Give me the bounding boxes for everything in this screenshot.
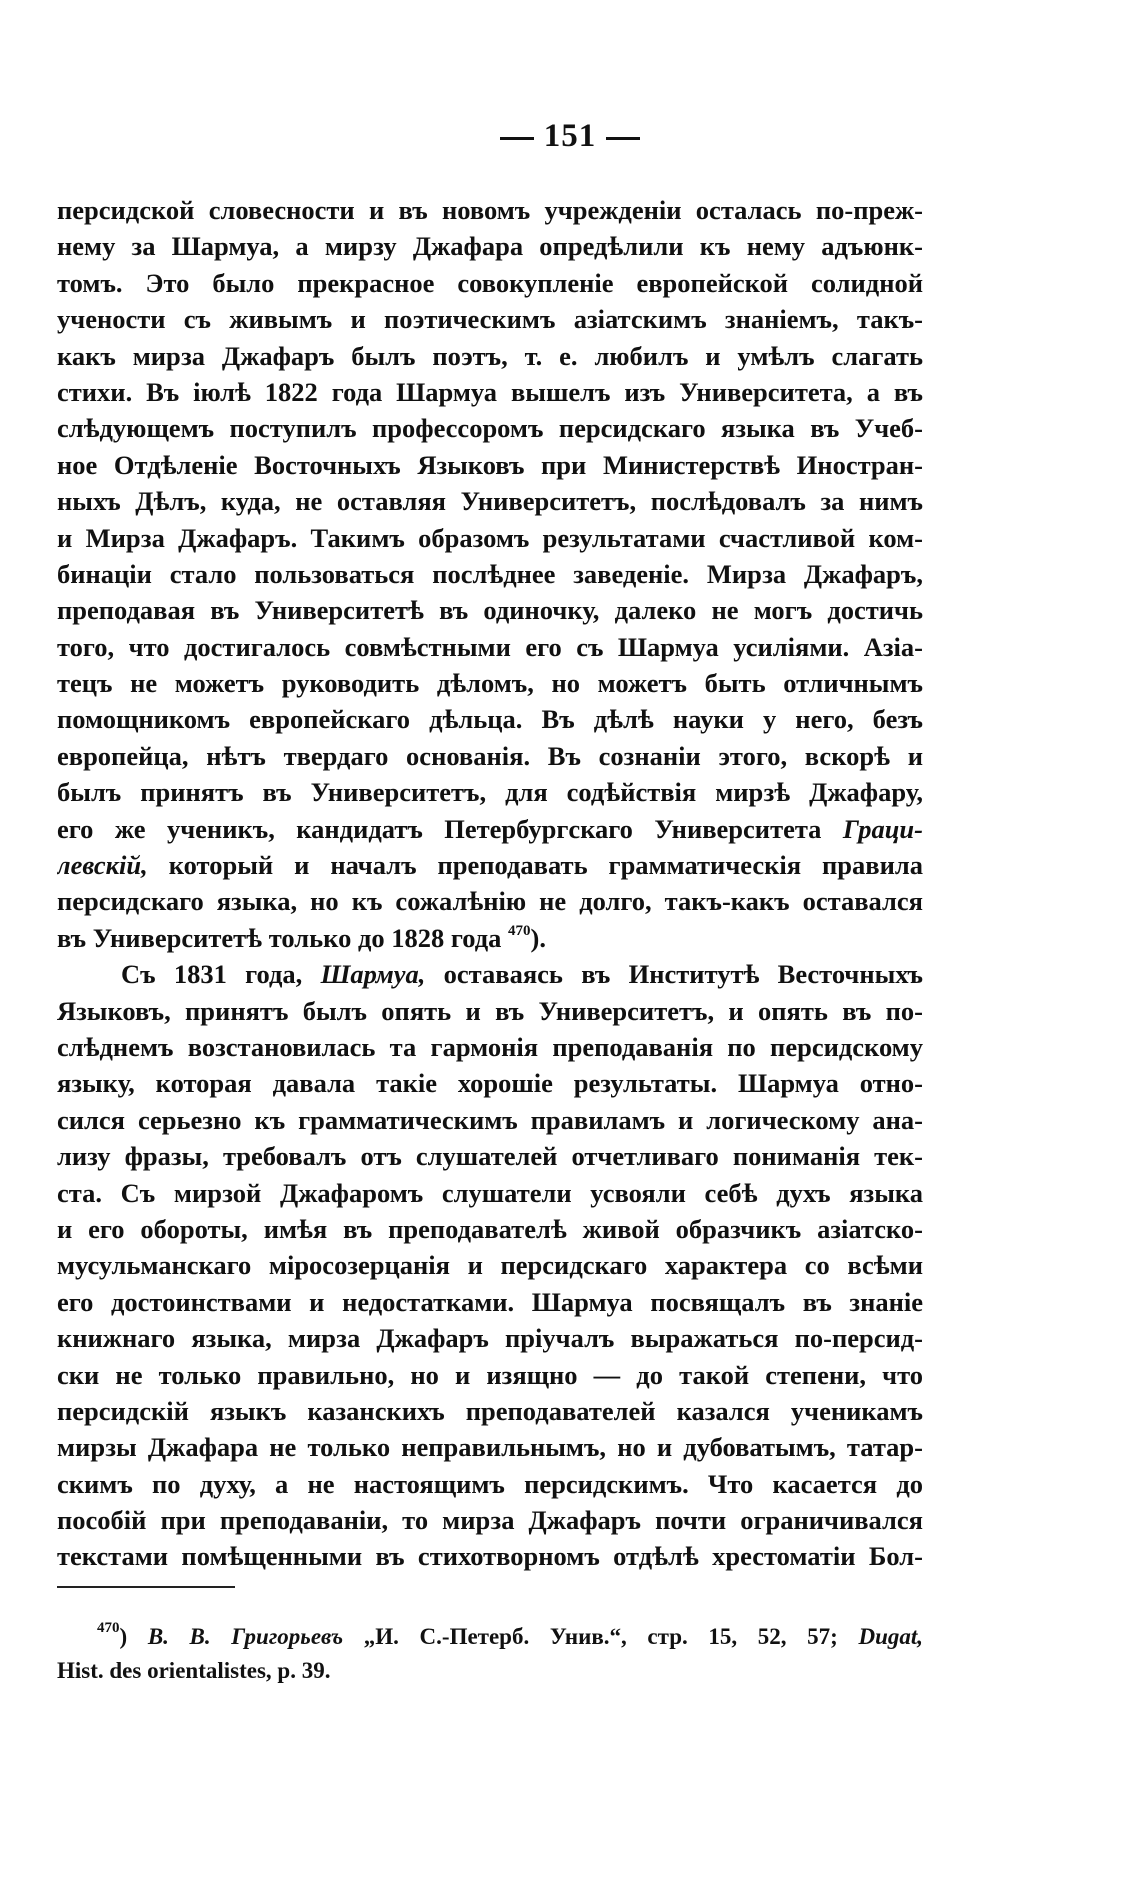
text-line: ски не только правильно, но и изящно — до такой степени, что	[57, 1359, 923, 1390]
footnote	[57, 1620, 923, 1688]
text-line: персидскій языкъ казанскихъ преподавателей казался ученикамъ	[57, 1395, 923, 1426]
text-line: книжнаго языка, мирза Джафаръ пріучалъ выражаться по-персид-	[57, 1323, 923, 1354]
text-line: текстами помѣщенными въ стихотворномъ отдѣлѣ хрестоматіи Бол-	[57, 1541, 923, 1572]
body-text	[57, 192, 923, 1575]
footnote-divider	[57, 1586, 235, 1588]
text-line: лизу фразы, требовалъ отъ слушателей отчетливаго пониманія тек-	[57, 1141, 923, 1172]
footnote-number: 470	[97, 1620, 120, 1636]
text-line: скимъ по духу, а не настоящимъ персидскимъ. Что касается до	[57, 1468, 923, 1499]
text-line: персидской словесности и въ новомъ учрежденіи осталась по-преж-	[57, 195, 923, 225]
text-line: томъ. Это было прекрасное совокупленіе европейской солидной	[57, 267, 923, 298]
text-line: помощникомъ европейскаго дѣльца. Въ дѣлѣ науки у него, безъ	[57, 704, 923, 735]
page-number	[0, 118, 1140, 155]
text-line: ста. Съ мирзой Джафаромъ слушатели усвояли себѣ духъ языка	[57, 1177, 923, 1208]
text-segment: его же ученикъ, кандидатъ Петербургскаго Университета	[57, 813, 822, 844]
footnote-reference: 470	[508, 922, 531, 939]
text-line: Языковъ, принятъ былъ опять и въ Университетъ, и опять въ по-	[57, 995, 923, 1026]
italic-name: Шармуа,	[320, 959, 426, 990]
text-line: учености съ живымъ и поэтическимъ азіатскимъ знаніемъ, такъ-	[57, 304, 923, 335]
text-line: былъ принятъ въ Университетъ, для содѣйствія мирзѣ Джафару,	[57, 777, 923, 808]
text-line: стихи. Въ іюлѣ 1822 года Шармуа вышелъ изъ Университета, а въ	[57, 376, 923, 407]
text-line: тецъ не можетъ руководить дѣломъ, но можетъ быть отличнымъ	[57, 668, 923, 699]
text-line: языку, которая давала такіе хорошіе результаты. Шармуа отно-	[57, 1068, 923, 1099]
text-segment: который и началъ преподавать грамматическія правила	[147, 850, 923, 881]
text-line: персидскаго языка, но къ сожалѣнію не долго, такъ-какъ оставался	[57, 886, 923, 917]
footnote-author: В. В. Григорьевъ	[147, 1624, 344, 1649]
text-line: бинаціи стало пользоваться послѣднее заведеніе. Мирза Джафаръ,	[57, 558, 923, 589]
text-line: европейца, нѣтъ твердаго основанія. Въ сознаніи этого, вскорѣ и	[57, 740, 923, 771]
text-line: сился серьезно къ грамматическимъ правиламъ и логическому ана-	[57, 1104, 923, 1135]
text-line: нему за Шармуа, а мирзу Джафара опредѣлили къ нему адъюнк-	[57, 231, 923, 262]
text-line: ное Отдѣленіе Восточныхъ Языковъ при Министерствѣ Иностран-	[57, 449, 923, 480]
text-line-with-name	[57, 811, 923, 847]
footnote-text: „И. С.-Петерб. Унив.“, стр. 15, 52, 57;	[343, 1624, 859, 1649]
page-number-dash-right	[606, 137, 640, 140]
text-segment: въ Университетѣ только до 1828 года	[57, 922, 502, 953]
italic-name: левскій,	[57, 850, 148, 881]
text-segment: ).	[530, 922, 546, 953]
text-line: мусульманскаго міросозерцанія и персидскаго характера со всѣми	[57, 1250, 923, 1281]
footnote-author-2: Dugat,	[858, 1624, 923, 1649]
page-number-dash-left	[500, 137, 534, 140]
text-segment: Съ 1831 года,	[121, 959, 321, 990]
text-line-last	[57, 920, 923, 956]
text-line: какъ мирза Джафаръ былъ поэтъ, т. е. любилъ и умѣлъ слагать	[57, 340, 923, 371]
text-line: того, что достигалось совмѣстными его съ Шармуа усиліями. Азіа-	[57, 631, 923, 662]
text-line: мирзы Джафара не только неправильнымъ, но и дубоватымъ, татар-	[57, 1432, 923, 1463]
text-line: и его обороты, имѣя въ преподавателѣ живой образчикъ азіатско-	[57, 1213, 923, 1244]
text-segment: оставаясь въ Институтѣ Весточныхъ	[425, 959, 923, 990]
text-line: преподавая въ Университетѣ въ одиночку, далеко не могъ достичь	[57, 595, 923, 626]
text-line-with-name	[57, 847, 923, 883]
footnote-line: $^{470}$) В. В. Григорьевъ „И. С.-Петерб. Унив.“, стр. 15, 52, 57; Dugat,	[97, 1620, 923, 1649]
footnote-line: Hist. des orientalistes, p. 39.	[57, 1658, 331, 1683]
text-line: его достоинствами и недостатками. Шармуа посвящалъ въ знаніе	[57, 1286, 923, 1317]
italic-name: Граци-	[842, 813, 923, 844]
text-line: ныхъ Дѣлъ, куда, не оставляя Университетъ, послѣдовалъ за нимъ	[57, 486, 923, 517]
page-number-value: 151	[543, 118, 597, 154]
text-line: слѣдующемъ поступилъ профессоромъ персидскаго языка въ Учеб-	[57, 413, 923, 444]
text-line: и Мирза Джафаръ. Такимъ образомъ результатами счастливой ком-	[57, 522, 923, 553]
text-line: пособій при преподаваніи, то мирза Джафаръ почти ограничивался	[57, 1505, 923, 1536]
paragraph-first-line	[57, 956, 923, 992]
text-line: слѣднемъ возстановилась та гармонія преподаванія по персидскому	[57, 1031, 923, 1062]
